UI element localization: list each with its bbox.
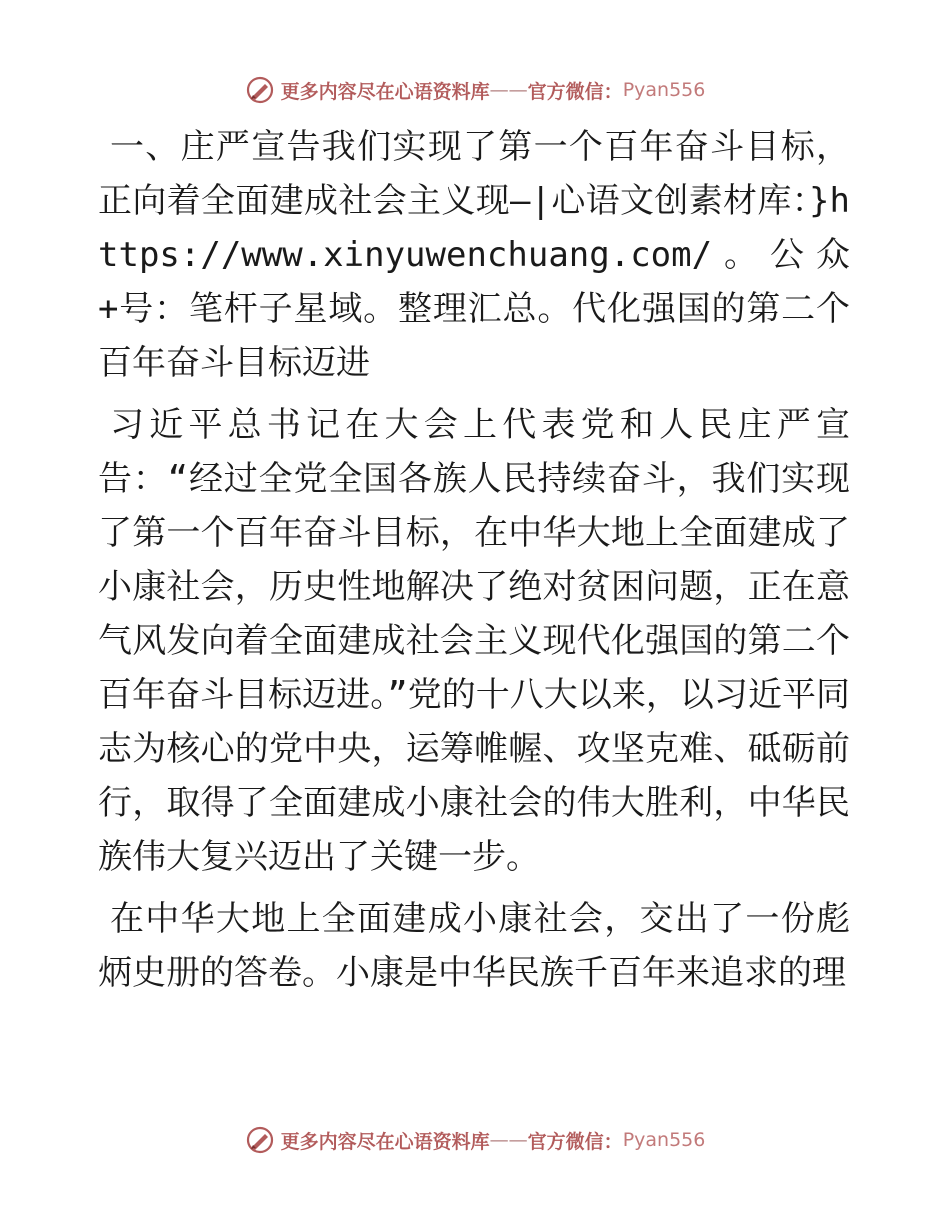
footer-banner [0, 1120, 950, 1160]
pen-logo-icon [245, 75, 275, 105]
banner-wechat-id: Pyan556 [622, 79, 706, 101]
banner-wechat-label: 官方微信： [527, 80, 623, 103]
banner-separator: —— [489, 79, 528, 101]
document-body [98, 120, 850, 1008]
paragraph-declaration: 习近平总书记在大会上代表党和人民庄严宣告：“经过全党全国各族人民持续奋斗，我们实现了第一个百年奋斗目标，在中华大地上全面建成了小康社会，历史性地解决了绝对贫困问题，正在意气风发向着全面建成社会主义现代化强国的第二个百年奋斗目标迈进。”党的十八大以来，以习近平同志为核心的党中央，运筹帷幄、攻坚克难、砥砺前行，取得了全面建成小康社会的伟大胜利，中华民族伟大复兴迈出了关键一步。 [98, 405, 850, 877]
banner-brand-text: 更多内容尽在心语资料库 [280, 80, 490, 103]
paragraph-xiaokang: 在中华大地上全面建成小康社会，交出了一份彪炳史册的答卷。小康是中华民族千百年来追求的理 [98, 899, 850, 993]
paragraph-heading: 一、庄严宣告我们实现了第一个百年奋斗目标，正向着全面建成社会主义现—|心语文创素材库：}https://www.xinyuwenchuang.com/。公众+号：笔杆子星域。整理汇总。代化强国的第二个百年奋斗目标迈进 [98, 127, 850, 383]
banner-brand-text: 更多内容尽在心语资料库 [280, 1130, 490, 1153]
banner-wechat-label: 官方微信： [527, 1130, 623, 1153]
header-banner [0, 70, 950, 110]
pen-logo-icon [245, 1125, 275, 1155]
banner-separator: —— [489, 1129, 528, 1151]
banner-wechat-id: Pyan556 [622, 1129, 706, 1151]
